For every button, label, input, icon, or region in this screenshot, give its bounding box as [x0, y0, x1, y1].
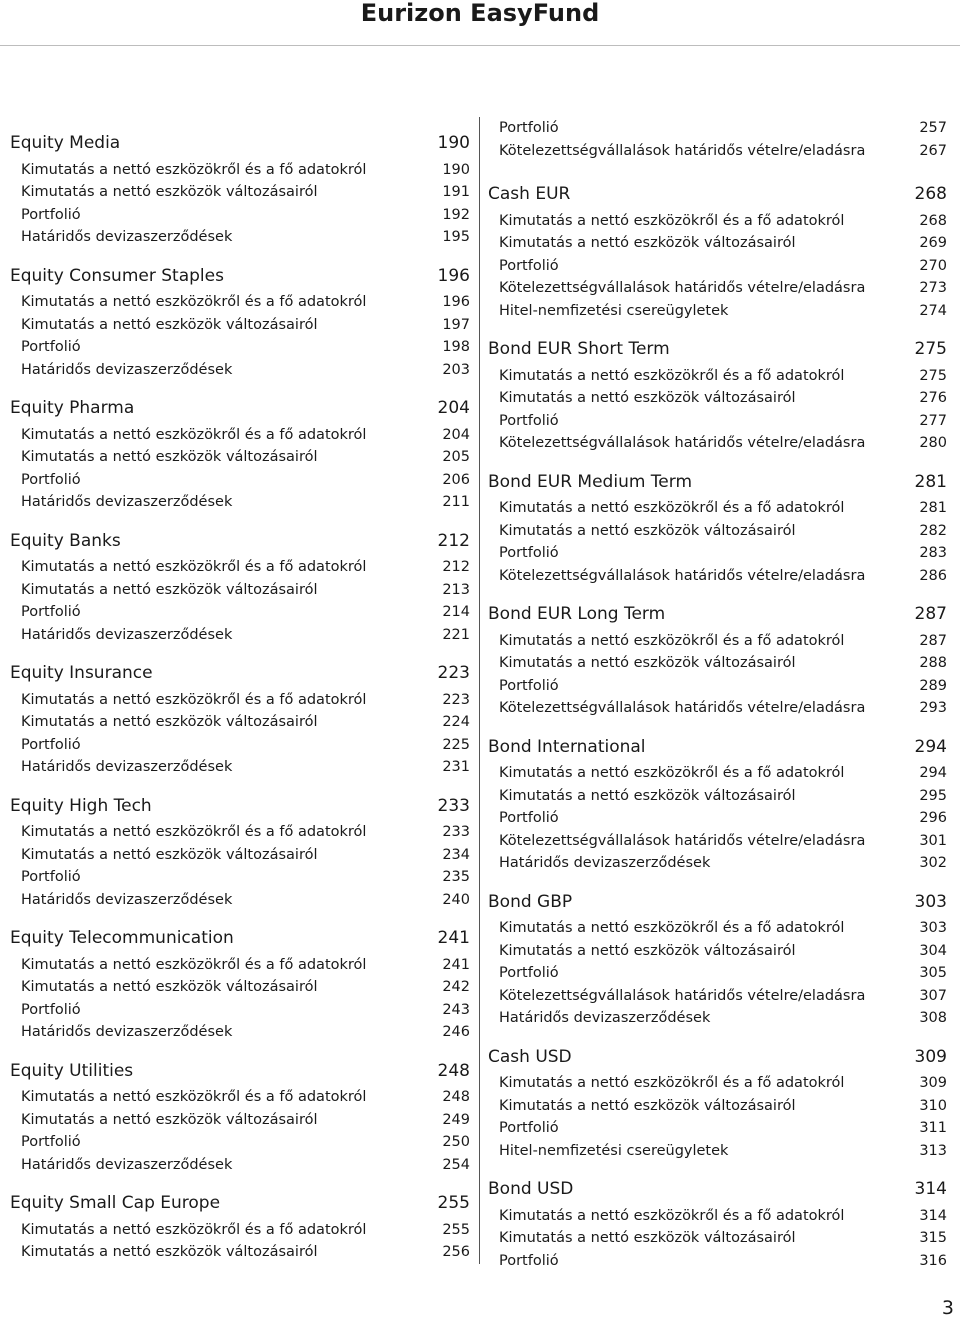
toc-entry[interactable]: [499, 764, 947, 782]
toc-entry-label: Kimutatás a nettó eszközök változásairól: [21, 316, 318, 333]
toc-entry-label: Kötelezettségvállalások határidős vételre/eladásra: [499, 567, 866, 584]
toc-entry-page: 223: [442, 691, 470, 708]
toc-section-title-label: Bond EUR Short Term: [488, 339, 670, 359]
toc-entry-label: Portfolió: [499, 1252, 559, 1269]
toc-entry-label: Határidős devizaszerződések: [499, 1010, 711, 1026]
toc-section-title-page: 281: [914, 471, 947, 492]
toc-section-title-page: 204: [437, 398, 470, 418]
toc-entry-page: 293: [919, 700, 947, 716]
toc-entry-page: 248: [442, 1089, 470, 1105]
toc-entry-page: 315: [919, 1230, 947, 1246]
toc-entry-page: 304: [919, 942, 947, 959]
toc-entry[interactable]: [499, 1142, 947, 1160]
toc-entry-page: 283: [919, 545, 947, 561]
toc-entry-label: Portfolió: [499, 677, 559, 694]
toc-entry-page: 289: [919, 677, 947, 694]
toc-entry-page: 233: [442, 824, 470, 840]
toc-entry[interactable]: [21, 183, 470, 201]
toc-entry-page: 309: [919, 1075, 947, 1091]
toc-entry-label: Kötelezettségvállalások határidős vételre/eladásra: [499, 832, 866, 849]
toc-entry[interactable]: [499, 1207, 947, 1225]
toc-entry-label: Kimutatás a nettó eszközök változásairól: [499, 787, 796, 804]
toc-section-title-label: Equity Utilities: [10, 1060, 134, 1081]
toc-entry[interactable]: [499, 522, 947, 540]
toc-entry-label: Kimutatás a nettó eszközök változásairól: [499, 235, 796, 251]
toc-entry[interactable]: [499, 142, 947, 160]
toc-entry-page: 211: [442, 494, 470, 510]
toc-entry-label: Kimutatás a nettó eszközökről és a fő adatokról: [499, 920, 845, 936]
toc-section-title-label: Equity Pharma: [10, 398, 135, 418]
toc-entry[interactable]: [21, 691, 470, 709]
toc-entry-page: 191: [442, 184, 470, 200]
toc-entry-label: Kimutatás a nettó eszközök változásairól: [21, 979, 318, 995]
toc-entry-page: 305: [919, 965, 947, 981]
toc-section-title[interactable]: [10, 531, 470, 551]
toc-entry[interactable]: [499, 854, 947, 872]
toc-entry-page: 295: [919, 787, 947, 804]
toc-entry-page: 308: [919, 1010, 947, 1026]
toc-entry-label: Kimutatás a nettó eszközök változásairól: [499, 655, 796, 671]
toc-entry[interactable]: [21, 1156, 470, 1174]
toc-entry[interactable]: [21, 956, 470, 974]
toc-entry[interactable]: [499, 964, 947, 982]
toc-entry-page: 213: [442, 581, 470, 598]
toc-section-title-page: 248: [437, 1060, 470, 1081]
toc-entry-label: Portfolió: [21, 736, 81, 753]
toc-entry[interactable]: [21, 338, 470, 356]
toc-entry[interactable]: [21, 206, 470, 224]
toc-entry-label: Portfolió: [499, 545, 559, 561]
toc-entry-label: Portfolió: [21, 604, 81, 620]
toc-entry[interactable]: [21, 1088, 470, 1106]
toc-entry[interactable]: [21, 1133, 470, 1151]
toc-entry[interactable]: [21, 581, 470, 599]
toc-entry[interactable]: [499, 412, 947, 430]
toc-section-title[interactable]: [488, 892, 947, 912]
toc-entry-page: 206: [442, 471, 470, 488]
toc-entry[interactable]: [21, 1023, 470, 1041]
toc-entry[interactable]: [499, 787, 947, 805]
toc-section-title-page: 268: [914, 184, 947, 204]
toc-section-title-page: 241: [437, 928, 470, 948]
toc-entry-page: 190: [442, 161, 470, 178]
toc-entry[interactable]: [499, 699, 947, 717]
toc-entry-label: Portfolió: [21, 1134, 81, 1150]
toc-entry[interactable]: [499, 1009, 947, 1027]
toc-entry-page: 254: [442, 1156, 470, 1173]
toc-entry-page: 282: [919, 522, 947, 539]
toc-section-title-page: 190: [437, 133, 470, 153]
toc-section-title-page: 287: [914, 604, 947, 624]
toc-entry[interactable]: [21, 626, 470, 644]
toc-entry-label: Határidős devizaszerződések: [21, 626, 233, 643]
toc-entry[interactable]: [21, 361, 470, 379]
toc-entry[interactable]: [499, 1074, 947, 1092]
toc-entry-label: Portfolió: [499, 257, 559, 274]
toc-entry-page: 311: [919, 1120, 947, 1136]
toc-entry[interactable]: [499, 544, 947, 562]
toc-entry[interactable]: [499, 942, 947, 960]
toc-entry-label: Kimutatás a nettó eszközökről és a fő adatokról: [21, 691, 367, 708]
toc-entry-label: Határidős devizaszerződések: [21, 1156, 233, 1173]
toc-entry[interactable]: [499, 119, 947, 137]
toc-entry[interactable]: [499, 632, 947, 650]
toc-entry[interactable]: [21, 758, 470, 776]
toc-entry[interactable]: [499, 279, 947, 297]
toc-entry-label: Kimutatás a nettó eszközök változásairól: [21, 449, 318, 465]
toc-section-title-label: Equity Media: [10, 133, 121, 153]
toc-entry-page: 301: [919, 832, 947, 849]
toc-section-title-page: 223: [437, 663, 470, 683]
toc-entry[interactable]: [499, 1229, 947, 1247]
toc-section-title[interactable]: [10, 663, 470, 683]
toc-entry[interactable]: [21, 736, 470, 754]
toc-entry[interactable]: [21, 1243, 470, 1261]
toc-entry-page: 242: [442, 979, 470, 995]
toc-entry-label: Kimutatás a nettó eszközökről és a fő adatokról: [499, 212, 845, 229]
toc-entry-page: 296: [919, 810, 947, 826]
toc-entry-label: Hitel-nemfizetési csereügyletek: [499, 1142, 729, 1159]
toc-entry-label: Kimutatás a nettó eszközök változásairól: [21, 1244, 318, 1260]
toc-entry[interactable]: [21, 316, 470, 334]
toc-entry-page: 281: [919, 500, 947, 516]
toc-section-title-label: Bond GBP: [488, 891, 573, 912]
toc-entry-page: 303: [919, 920, 947, 936]
toc-entry-page: 212: [442, 559, 470, 575]
toc-entry-label: Kimutatás a nettó eszközökről és a fő adatokról: [21, 1089, 367, 1105]
toc-entry-label: Kötelezettségvállalások határidős vételre/eladásra: [499, 435, 866, 451]
toc-entry[interactable]: [21, 1111, 470, 1129]
toc-section-title-page: 314: [914, 1179, 947, 1199]
toc-entry-page: 268: [919, 212, 947, 229]
toc-entry[interactable]: [21, 426, 470, 444]
toc-entry-label: Kimutatás a nettó eszközök változásairól: [499, 1230, 796, 1246]
toc-entry-page: 307: [919, 987, 947, 1004]
page-title: Eurizon EasyFund: [360, 0, 600, 27]
toc-entry[interactable]: [499, 987, 947, 1005]
toc-entry-page: 277: [919, 412, 947, 429]
toc-entry-label: Portfolió: [21, 471, 81, 488]
toc-entry-page: 198: [442, 339, 470, 355]
toc-entry[interactable]: [21, 161, 470, 179]
toc-entry-label: Kimutatás a nettó eszközök változásairól: [21, 1111, 318, 1128]
toc-entry-page: 270: [919, 257, 947, 274]
toc-entry-page: 280: [919, 435, 947, 451]
toc-entry[interactable]: [499, 567, 947, 585]
toc-section-title[interactable]: [488, 339, 947, 359]
toc-entry-page: 287: [919, 632, 947, 649]
toc-entry-label: Határidős devizaszerződések: [21, 1024, 233, 1040]
toc-entry-label: Kötelezettségvállalások határidős vételre/eladásra: [499, 280, 866, 296]
toc-section-title-page: 196: [437, 265, 470, 286]
toc-entry[interactable]: [21, 603, 470, 621]
toc-entry-label: Kötelezettségvállalások határidős vételre/eladásra: [499, 987, 866, 1004]
toc-entry[interactable]: [499, 1119, 947, 1137]
toc-section-title[interactable]: [10, 398, 470, 418]
toc-entry-label: Határidős devizaszerződések: [21, 361, 233, 378]
page-number: 3: [941, 1297, 954, 1319]
toc-entry-label: Kimutatás a nettó eszközökről és a fő adatokról: [499, 367, 845, 384]
toc-entry-page: 302: [919, 855, 947, 871]
toc-entry-page: 197: [442, 316, 470, 333]
toc-entry[interactable]: [21, 293, 470, 311]
toc-section-title-label: Cash USD: [488, 1046, 572, 1067]
toc-entry-label: Portfolió: [499, 810, 559, 826]
toc-section-title[interactable]: [488, 184, 947, 204]
toc-entry[interactable]: [499, 832, 947, 850]
toc-section-title-label: Bond EUR Long Term: [488, 604, 666, 624]
toc-section-title-label: Equity Small Cap Europe: [10, 1193, 221, 1213]
toc-entry[interactable]: [21, 471, 470, 489]
toc-entry-page: 249: [442, 1111, 470, 1128]
toc-entry-label: Kimutatás a nettó eszközök változásairól: [21, 581, 318, 598]
toc-section-title-page: 212: [437, 530, 470, 551]
toc-entry[interactable]: [499, 367, 947, 385]
toc-entry-label: Kimutatás a nettó eszközök változásairól: [21, 184, 318, 200]
toc-section-title-page: 294: [914, 736, 947, 757]
toc-section-title[interactable]: [10, 928, 470, 948]
toc-entry-page: 241: [442, 956, 470, 973]
toc-entry[interactable]: [21, 713, 470, 731]
toc-entry[interactable]: [21, 823, 470, 841]
toc-entry[interactable]: [499, 434, 947, 452]
toc-entry-page: 224: [442, 714, 470, 730]
toc-entry-label: Portfolió: [499, 965, 559, 981]
toc-section-title-label: Equity Telecommunication: [10, 928, 234, 948]
toc-entry-label: Hitel-nemfizetési csereügyletek: [499, 302, 729, 319]
toc-section-title-page: 233: [437, 795, 470, 816]
toc-entry[interactable]: [21, 1221, 470, 1239]
header-divider: [0, 45, 960, 46]
toc-entry-label: Határidős devizaszerződések: [21, 494, 233, 510]
toc-entry-page: 246: [442, 1024, 470, 1040]
toc-entry-page: 275: [919, 367, 947, 384]
toc-entry-page: 203: [442, 361, 470, 378]
toc-entry-label: Kimutatás a nettó eszközökről és a fő adatokról: [21, 824, 367, 840]
toc-entry[interactable]: [499, 499, 947, 517]
toc-entry-page: 250: [442, 1134, 470, 1150]
toc-entry-label: Kimutatás a nettó eszközökről és a fő adatokról: [21, 426, 367, 443]
toc-entry-label: Portfolió: [21, 206, 81, 223]
toc-entry-label: Kimutatás a nettó eszközökről és a fő adatokról: [499, 500, 845, 516]
toc-entry-label: Kimutatás a nettó eszközök változásairól: [499, 390, 796, 406]
toc-entry[interactable]: [21, 228, 470, 246]
toc-entry[interactable]: [21, 868, 470, 886]
toc-entry-page: 195: [442, 229, 470, 245]
toc-entry-page: 256: [442, 1244, 470, 1260]
toc-entry[interactable]: [499, 1252, 947, 1270]
toc-entry-page: 286: [919, 567, 947, 584]
toc-entry[interactable]: [21, 493, 470, 511]
toc-entry-label: Kimutatás a nettó eszközökről és a fő adatokról: [21, 161, 367, 178]
toc-entry-page: 231: [442, 759, 470, 775]
toc-section-title-page: 303: [914, 891, 947, 912]
toc-section-title-label: Equity Banks: [10, 530, 121, 551]
toc-entry[interactable]: [499, 677, 947, 695]
toc-entry[interactable]: [21, 1001, 470, 1019]
toc-entry[interactable]: [499, 212, 947, 230]
toc-entry[interactable]: [499, 234, 947, 252]
toc-entry-label: Határidős devizaszerződések: [21, 891, 233, 908]
toc-section-title-page: 255: [437, 1193, 470, 1213]
toc-section-title[interactable]: [10, 796, 470, 816]
toc-section-title-label: Bond USD: [488, 1179, 574, 1199]
toc-section-title-label: Bond EUR Medium Term: [488, 471, 693, 492]
toc-entry-label: Kimutatás a nettó eszközökről és a fő adatokról: [21, 294, 367, 310]
toc-entry-label: Kimutatás a nettó eszközök változásairól: [499, 522, 796, 539]
toc-entry[interactable]: [499, 257, 947, 275]
toc-entry-page: 267: [919, 142, 947, 159]
toc-entry-page: 235: [442, 869, 470, 885]
toc-entry-page: 316: [919, 1252, 947, 1269]
toc-entry-page: 257: [919, 120, 947, 136]
column-divider: [479, 117, 480, 1264]
toc-entry-label: Határidős devizaszerződések: [21, 229, 233, 245]
toc-section-title-label: Equity Insurance: [10, 663, 153, 683]
toc-entry-label: Kimutatás a nettó eszközökről és a fő adatokról: [499, 765, 845, 781]
toc-entry[interactable]: [21, 558, 470, 576]
toc-entry-label: Kötelezettségvállalások határidős vételre/eladásra: [499, 142, 866, 159]
toc-entry-page: 274: [919, 302, 947, 319]
toc-entry-page: 276: [919, 390, 947, 406]
toc-section-title[interactable]: [10, 133, 470, 153]
toc-section-title[interactable]: [488, 1047, 947, 1067]
toc-entry-label: Határidős devizaszerződések: [499, 855, 711, 871]
toc-entry-label: Kimutatás a nettó eszközök változásairól: [21, 714, 318, 730]
toc-section-title[interactable]: [10, 1193, 470, 1213]
toc-entry-page: 204: [442, 426, 470, 443]
toc-section-title[interactable]: [488, 737, 947, 757]
toc-entry-page: 269: [919, 235, 947, 251]
toc-entry-label: Kimutatás a nettó eszközökről és a fő adatokról: [21, 956, 367, 973]
toc-entry-page: 192: [442, 206, 470, 223]
toc-entry[interactable]: [21, 891, 470, 909]
toc-entry-page: 221: [442, 626, 470, 643]
toc-entry-page: 214: [442, 604, 470, 620]
toc-entry-label: Kimutatás a nettó eszközökről és a fő adatokról: [499, 632, 845, 649]
toc-entry-page: 225: [442, 736, 470, 753]
toc-entry-label: Határidős devizaszerződések: [21, 759, 233, 775]
toc-entry[interactable]: [499, 302, 947, 320]
toc-entry-page: 310: [919, 1097, 947, 1114]
toc-entry-label: Portfolió: [499, 412, 559, 429]
toc-entry-page: 196: [442, 294, 470, 310]
toc-entry-page: 273: [919, 280, 947, 296]
toc-entry-label: Kötelezettségvállalások határidős vételre/eladásra: [499, 700, 866, 716]
toc-entry-label: Kimutatás a nettó eszközök változásairól: [21, 846, 318, 863]
toc-entry-label: Kimutatás a nettó eszközök változásairól: [499, 1097, 796, 1114]
toc-entry[interactable]: [21, 978, 470, 996]
toc-section-title[interactable]: [10, 1061, 470, 1081]
toc-section-title[interactable]: [488, 604, 947, 624]
toc-entry[interactable]: [499, 809, 947, 827]
toc-entry-page: 234: [442, 846, 470, 863]
toc-entry-page: 288: [919, 655, 947, 671]
toc-entry-label: Kimutatás a nettó eszközök változásairól: [499, 942, 796, 959]
toc-section-title-label: Cash EUR: [488, 184, 571, 204]
toc-entry-label: Kimutatás a nettó eszközökről és a fő adatokról: [499, 1075, 845, 1091]
toc-entry[interactable]: [499, 919, 947, 937]
toc-entry-label: Kimutatás a nettó eszközökről és a fő adatokról: [21, 559, 367, 575]
toc-section-title-page: 309: [914, 1046, 947, 1067]
toc-section-title-label: Equity Consumer Staples: [10, 265, 224, 286]
toc-entry[interactable]: [499, 1097, 947, 1115]
toc-entry-page: 240: [442, 891, 470, 908]
toc-entry-label: Kimutatás a nettó eszközökről és a fő adatokról: [499, 1207, 845, 1224]
toc-entry-label: Portfolió: [499, 120, 559, 136]
toc-entry-page: 314: [919, 1207, 947, 1224]
toc-entry-label: Kimutatás a nettó eszközökről és a fő adatokról: [21, 1221, 367, 1238]
toc-entry[interactable]: [499, 389, 947, 407]
toc-entry-page: 313: [919, 1142, 947, 1159]
toc-section-title[interactable]: [10, 266, 470, 286]
toc-entry-label: Portfolió: [21, 869, 81, 885]
toc-section-title[interactable]: [488, 472, 947, 492]
toc-entry-page: 255: [442, 1221, 470, 1238]
toc-entry-label: Portfolió: [21, 1001, 81, 1018]
toc-entry[interactable]: [21, 846, 470, 864]
toc-entry-page: 243: [442, 1001, 470, 1018]
toc-section-title-page: 275: [914, 339, 947, 359]
toc-section-title-label: Bond International: [488, 736, 646, 757]
toc-entry-label: Portfolió: [499, 1120, 559, 1136]
toc-entry-page: 294: [919, 765, 947, 781]
toc-entry[interactable]: [499, 654, 947, 672]
toc-entry-label: Portfolió: [21, 339, 81, 355]
toc-section-title-label: Equity High Tech: [10, 795, 152, 816]
toc-entry-page: 205: [442, 449, 470, 465]
toc-section-title[interactable]: [488, 1179, 947, 1199]
toc-entry[interactable]: [21, 448, 470, 466]
